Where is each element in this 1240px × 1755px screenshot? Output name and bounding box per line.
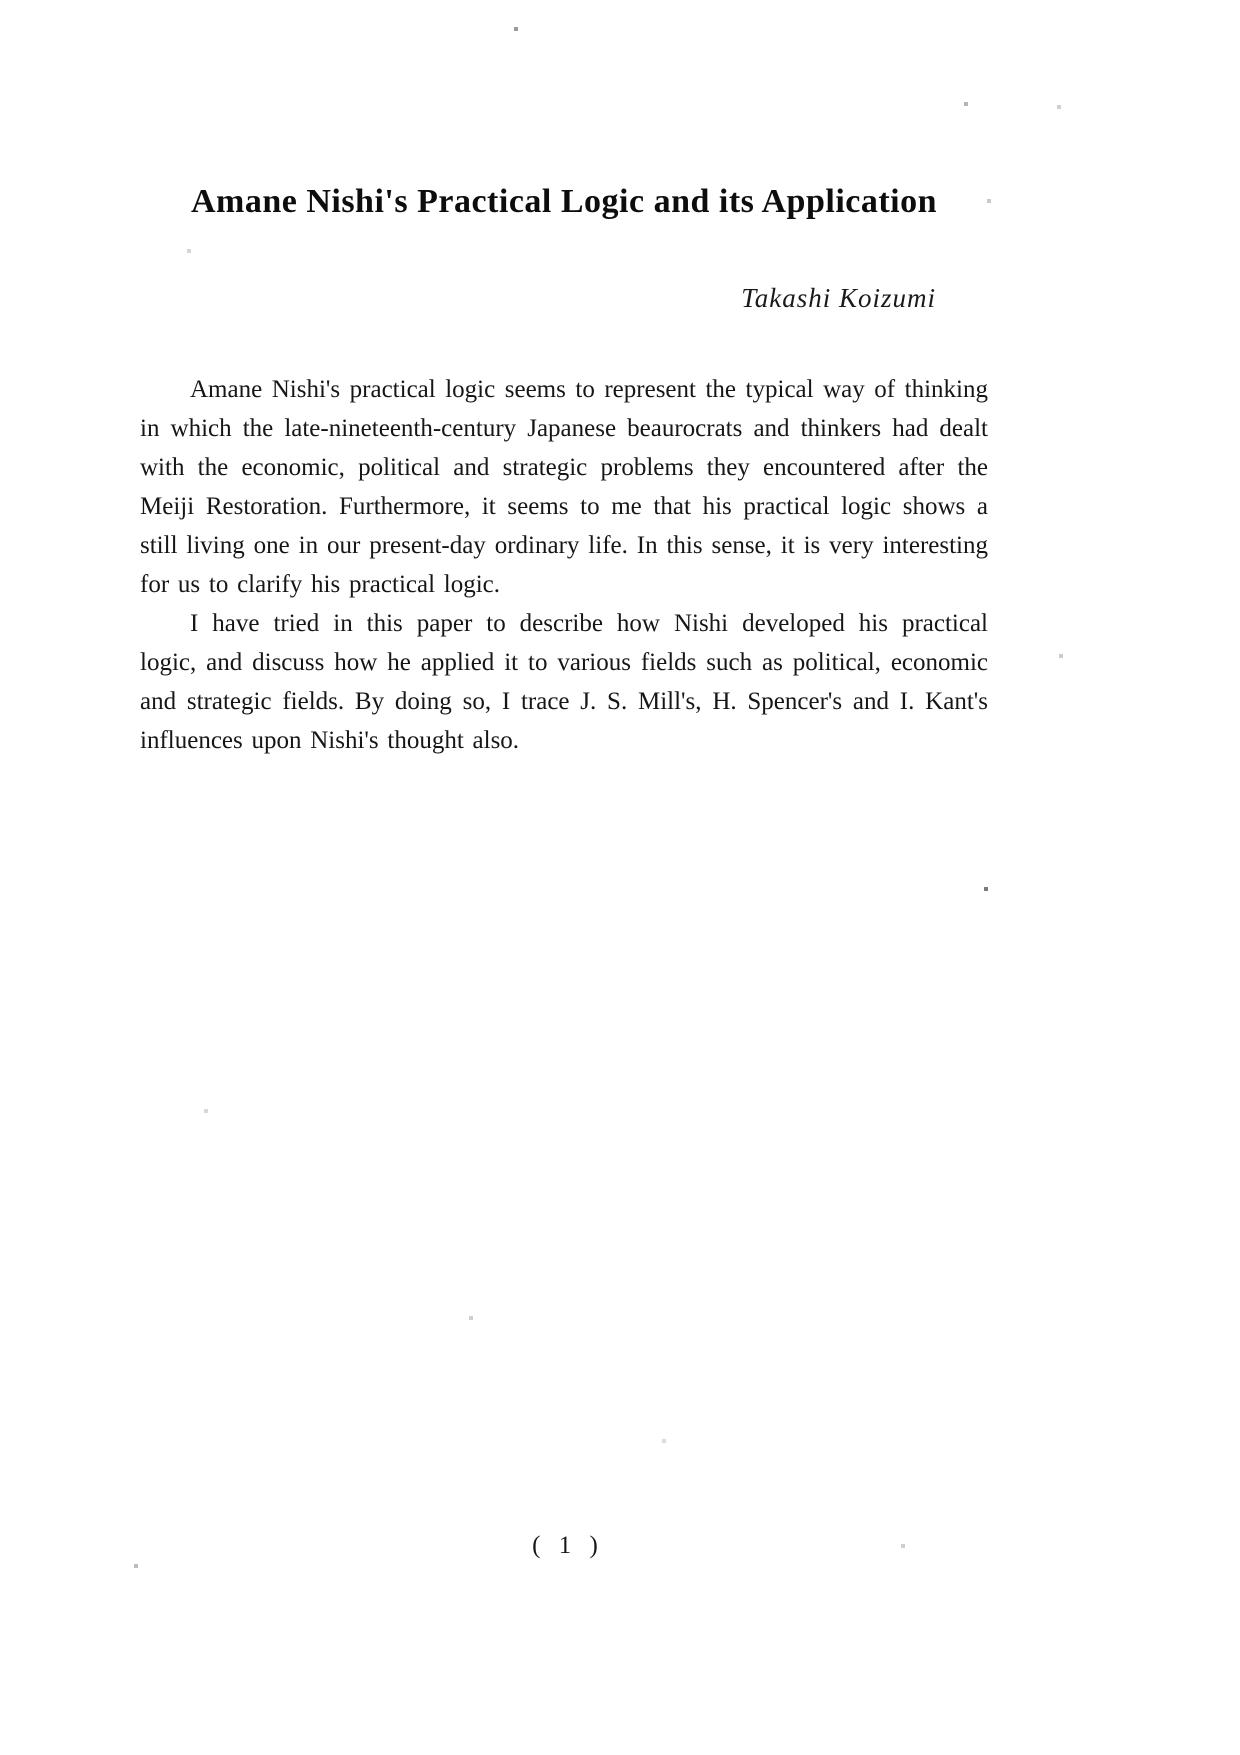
- paper-body: [140, 370, 988, 760]
- paragraph-2: I have tried in this paper to describe how Nishi developed his practical logic, and discuss how he applied it to various fields such as political, economic and strategic fields. By doing so, I trace J. S. Mill's, H. Spencer's and I. Kant's influences upon Nishi's thought also.: [140, 610, 988, 754]
- page-number: ( 1 ): [532, 1532, 604, 1559]
- paper-title: Amane Nishi's Practical Logic and its Application: [190, 183, 938, 220]
- paragraph-1: Amane Nishi's practical logic seems to represent the typical way of thinking in which the late-nineteenth-century Japanese beaurocrats and thinkers had dealt with the economic, political and strategic problems they encountered after the Meiji Restoration. Furthermore, it seems to me that his practical logic shows a still living one in our present-day ordinary life. In this sense, it is very interesting for us to clarify his practical logic.: [140, 376, 988, 598]
- author-name: Takashi Koizumi: [741, 283, 936, 313]
- scan-speckles: [0, 0, 2, 2]
- page-content: [140, 0, 988, 760]
